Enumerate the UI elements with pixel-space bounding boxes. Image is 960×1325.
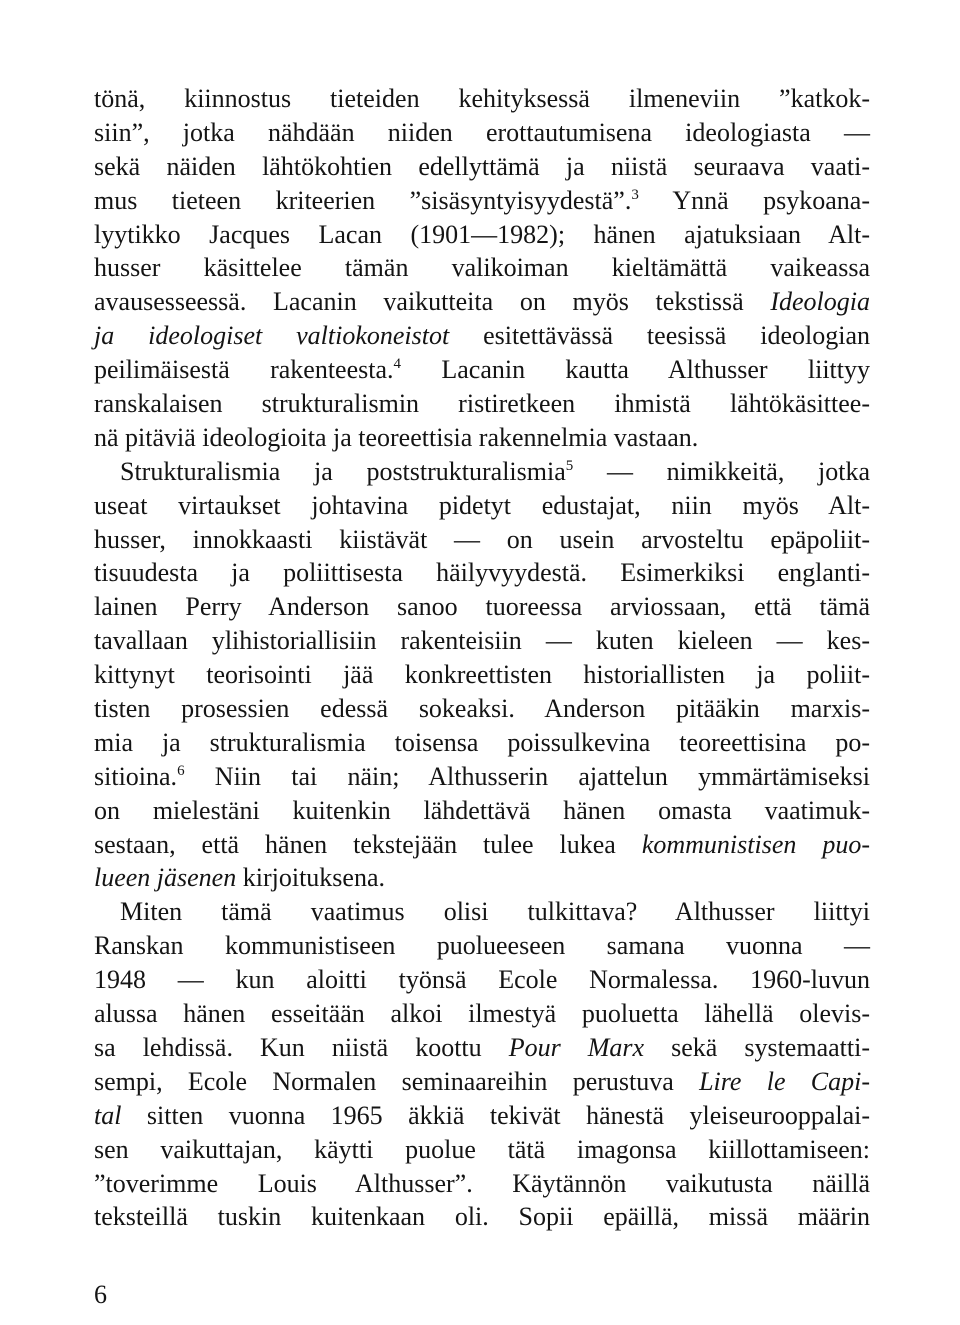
text-line xyxy=(94,285,870,319)
text-line xyxy=(94,624,870,658)
italic-text-segment: kommunistisen puo- xyxy=(641,829,871,859)
text-segment: husser, innokkaasti kiistävät — on usein arvosteltu epäpoliit- xyxy=(94,524,870,554)
italic-text-segment: tal xyxy=(94,1100,122,1130)
text-line xyxy=(94,82,870,116)
text-line xyxy=(94,726,870,760)
text-segment: husser käsittelee tämän valikoiman kieltämättä vaikeassa xyxy=(94,253,870,283)
text-segment: Niin tai näin; Althusserin ajattelun ymmärtämiseksi xyxy=(184,761,870,791)
text-segment: Lacanin kautta Althusser liittyy xyxy=(401,355,870,385)
text-segment: sen vaikuttajan, käytti puolue tätä imagonsa kiillottamiseen: xyxy=(94,1134,870,1164)
text-line xyxy=(94,1065,870,1099)
footnote-marker: 3 xyxy=(631,186,639,203)
text-line xyxy=(94,218,870,252)
italic-text-segment: Pour Marx xyxy=(508,1032,645,1062)
text-segment: kittynyt teorisointi jää konkreettisten historiallisten ja poliit- xyxy=(94,660,870,690)
text-segment: sa lehdissä. Kun niistä koottu xyxy=(94,1032,509,1062)
text-line xyxy=(94,590,870,624)
text-segment: — nimikkeitä, jotka xyxy=(573,456,870,486)
text-segment: Miten tämä vaatimus olisi tulkittava? Althusser liittyi xyxy=(120,897,870,927)
text-line xyxy=(94,1099,870,1133)
text-segment: tisten prosessien edessä sokeaksi. Anderson pitääkin marxis- xyxy=(94,694,870,724)
text-line xyxy=(94,353,870,387)
text-line xyxy=(94,387,870,421)
text-line xyxy=(94,658,870,692)
text-line xyxy=(94,455,870,489)
text-line xyxy=(94,251,870,285)
text-line xyxy=(94,421,870,455)
text-line xyxy=(94,116,870,150)
text-segment: teksteillä tuskin kuitenkaan oli. Sopii epäillä, missä määrin xyxy=(94,1202,870,1232)
text-segment: tönä, kiinnostus tieteiden kehityksessä ilmeneviin ”katkok- xyxy=(94,84,870,113)
text-segment: siin”, jotka nähdään niiden erottautumisena ideologiasta — xyxy=(94,117,870,147)
text-line xyxy=(94,997,870,1031)
text-segment: sestaan, että hänen tekstejään tulee lukea xyxy=(94,829,642,859)
text-line xyxy=(94,523,870,557)
text-segment: 1948 — kun aloitti työnsä Ecole Normalessa. 1960-luvun xyxy=(94,965,870,995)
text-line xyxy=(94,861,870,895)
text-line xyxy=(94,1133,870,1167)
text-line xyxy=(94,489,870,523)
body-text xyxy=(94,82,870,1234)
text-segment: kirjoituksena. xyxy=(236,863,385,893)
footnote-marker: 6 xyxy=(177,762,185,779)
text-segment: peilimäisestä rakenteesta. xyxy=(94,355,394,385)
italic-text-segment: ja ideologiset valtiokoneistot xyxy=(94,321,450,351)
text-line xyxy=(94,184,870,218)
text-line xyxy=(94,692,870,726)
text-line xyxy=(94,828,870,862)
text-line xyxy=(94,963,870,997)
text-segment: esitettävässä teesissä ideologian xyxy=(449,321,870,351)
text-line xyxy=(94,794,870,828)
text-segment: lyytikko Jacques Lacan (1901—1982); hänen ajatuksiaan Alt- xyxy=(94,219,870,249)
text-line xyxy=(94,929,870,963)
text-segment: tisuudesta ja poliittisesta häilyvyydestä. Esimerkiksi englanti- xyxy=(94,558,870,588)
text-line xyxy=(94,1031,870,1065)
text-segment: Ynnä psykoana- xyxy=(638,185,870,215)
footnote-marker: 5 xyxy=(565,457,574,474)
text-segment: alussa hänen esseitään alkoi ilmestyä puoluetta lähellä olevis- xyxy=(94,999,870,1029)
text-line xyxy=(94,556,870,590)
footnote-marker: 4 xyxy=(393,356,402,373)
text-line xyxy=(94,150,870,184)
page-number: 6 xyxy=(94,1280,107,1309)
text-line xyxy=(94,1167,870,1201)
text-segment: ”toverimme Louis Althusser”. Käytännön vaikutusta näillä xyxy=(94,1168,870,1198)
text-line xyxy=(94,1200,870,1234)
text-segment: mus tieteen kriteerien ”sisäsyntyisyydestä”. xyxy=(94,185,632,215)
text-segment: sempi, Ecole Normalen seminaareihin perustuva xyxy=(94,1066,700,1096)
italic-text-segment: Lire le Capi- xyxy=(699,1066,870,1096)
italic-text-segment: lueen jäsenen xyxy=(94,863,237,893)
text-segment: ranskalaisen strukturalismin ristiretkeen ihmistä lähtökäsittee- xyxy=(94,389,870,419)
text-segment: mia ja strukturalismia toisensa poissulkevina teoreettisina po- xyxy=(94,727,870,757)
text-segment: sitioina. xyxy=(94,761,178,791)
text-segment: sekä systemaatti- xyxy=(644,1032,870,1062)
text-segment: Strukturalismia ja poststrukturalismia xyxy=(120,456,566,486)
text-line xyxy=(94,760,870,794)
text-segment: sekä näiden lähtökohtien edellyttämä ja niistä seuraava vaati- xyxy=(94,151,870,181)
text-segment: lainen Perry Anderson sanoo tuoreessa arviossaan, että tämä xyxy=(94,592,870,622)
text-line xyxy=(94,319,870,353)
text-line xyxy=(94,895,870,929)
text-segment: avausesseessä. Lacanin vaikutteita on myös tekstissä xyxy=(94,287,771,317)
text-segment: on mielestäni kuitenkin lähdettävä hänen omasta vaatimuk- xyxy=(94,795,870,825)
text-segment: nä pitäviä ideologioita ja teoreettisia rakennelmia vastaan. xyxy=(94,422,699,452)
text-segment: Ranskan kommunistiseen puolueeseen samana vuonna — xyxy=(94,931,870,961)
text-segment: tavallaan ylihistoriallisiin rakenteisiin — kuten kieleen — kes- xyxy=(94,626,870,656)
italic-text-segment: Ideologia xyxy=(770,287,870,317)
text-segment: sitten vuonna 1965 äkkiä tekivät hänestä yleiseurooppalai- xyxy=(121,1100,870,1130)
text-segment: useat virtaukset johtavina pidetyt edustajat, niin myös Alt- xyxy=(94,490,870,520)
